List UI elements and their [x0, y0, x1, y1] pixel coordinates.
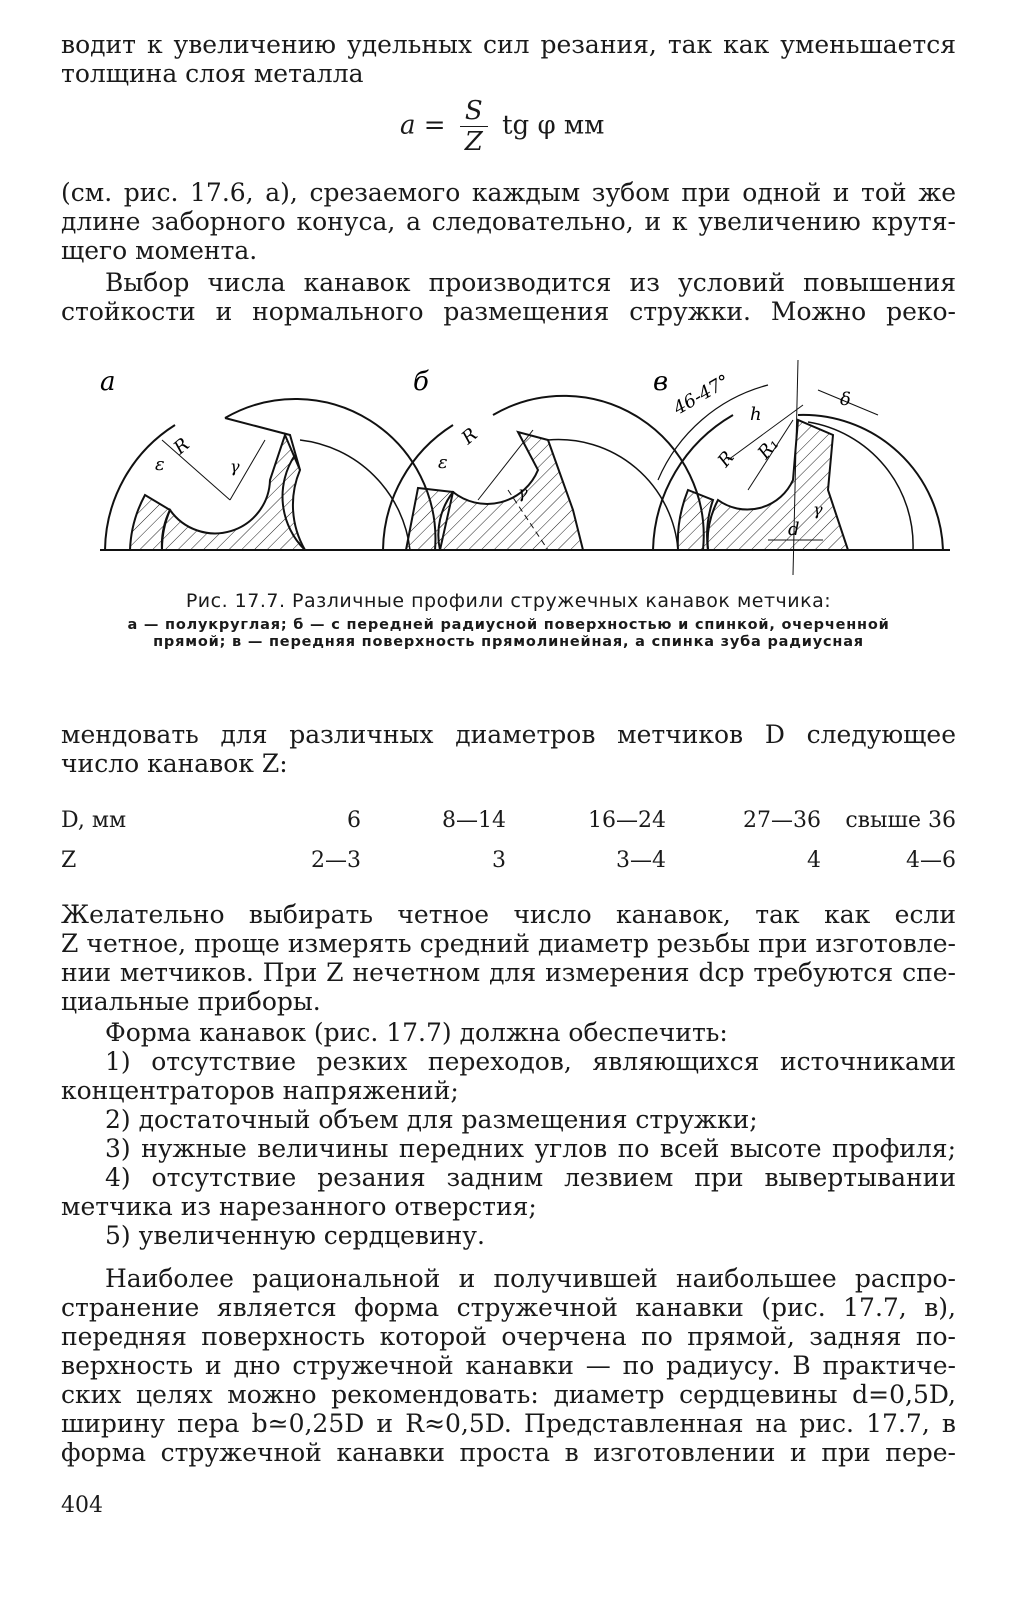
paragraph-5 — [61, 900, 956, 1016]
paragraph-2 — [61, 178, 956, 265]
text-line: толщина слоя металла — [61, 59, 364, 88]
formula-rhs: tg φ мм — [502, 110, 605, 141]
annot-eps: ε — [438, 452, 448, 473]
flute-count-table — [61, 800, 956, 880]
intro-paragraph — [61, 30, 956, 88]
text-line: стойкости и нормального размещения стружки. Можно реко- — [61, 297, 956, 326]
flute-profiles-figure — [100, 360, 950, 585]
annot-eps: ε — [155, 454, 165, 475]
annot-d: d — [788, 519, 800, 540]
annot-gamma: γ — [230, 457, 240, 476]
text-line: число канавок Z: — [61, 749, 288, 778]
thickness-formula — [400, 96, 604, 157]
text-line: щего момента. — [61, 236, 258, 265]
formula-lhs: a = — [400, 110, 446, 141]
table-cell: 6 — [347, 807, 361, 833]
text-line: Наиболее рациональной и получившей наибольшее распро- — [105, 1264, 956, 1293]
annot-R: R — [169, 434, 194, 459]
text-line: Z четное, проще измерять средний диаметр резьбы при изготовле- — [61, 929, 956, 958]
annot-gamma: γ — [813, 500, 823, 519]
text-line: циальные приборы. — [61, 987, 321, 1016]
table-cell: 8—14 — [442, 807, 506, 833]
table-cell: 4—6 — [906, 847, 956, 873]
list-item: 5) увеличенную сердцевину. — [105, 1221, 485, 1250]
text-line: метчика из нарезанного отверстия; — [61, 1192, 537, 1221]
formula-numerator: S — [464, 96, 483, 126]
text-line: Желательно выбирать четное число канавок, так как если — [61, 900, 956, 929]
table-cell: 2—3 — [311, 847, 361, 873]
annot-R: R — [713, 447, 739, 472]
text-line: ских целях можно рекомендовать: диаметр сердцевины d=0,5D, — [61, 1380, 956, 1409]
table-cell: D, мм — [61, 807, 127, 833]
caption-line: прямой; в — передняя поверхность прямолинейная, а спинка зуба радиусная — [153, 634, 864, 650]
list-item: 2) достаточный объем для размещения стружки; — [105, 1105, 758, 1134]
text-line: верхность и дно стружечной канавки — по радиусу. В практиче- — [61, 1351, 956, 1380]
table-cell: 27—36 — [743, 807, 821, 833]
figure-caption — [61, 590, 956, 651]
annot-gamma: γ — [518, 483, 528, 502]
caption-body — [61, 617, 956, 651]
text-line: Форма канавок (рис. 17.7) должна обеспечить: — [105, 1018, 728, 1047]
paragraph-4 — [61, 720, 956, 778]
table-cell: 3 — [492, 847, 506, 873]
figure-label-v: в — [653, 367, 669, 397]
list-item: 1) отсутствие резких переходов, являющихся источниками — [105, 1047, 956, 1076]
figure-label-a: а — [100, 367, 116, 397]
profile-v — [653, 360, 943, 575]
annot-R: R — [457, 424, 482, 449]
caption-title: Рис. 17.7. Различные профили стружечных канавок метчика: — [185, 590, 832, 612]
text-line: водит к увеличению удельных сил резания, так как уменьшается — [61, 30, 956, 59]
table-row — [61, 800, 956, 840]
figure-label-b: б — [413, 367, 429, 397]
text-line: передняя поверхность которой очерчена по прямой, задняя по- — [61, 1322, 956, 1351]
page-number: 404 — [61, 1493, 103, 1518]
formula-denominator: Z — [464, 127, 483, 157]
table-cell: 4 — [807, 847, 821, 873]
table-row — [61, 840, 956, 880]
text-line: нии метчиков. При Z нечетном для измерения dср требуются спе- — [61, 958, 956, 987]
text-line: длине заборного конуса, а следовательно, и к увеличению крутя- — [61, 207, 956, 236]
table-cell: Z — [61, 847, 77, 873]
text-line: странение является форма стружечной канавки (рис. 17.7, в), — [61, 1293, 956, 1322]
annot-R1: R₁ — [753, 433, 784, 464]
text-line: мендовать для различных диаметров метчиков D следующее — [61, 720, 956, 749]
formula-fraction — [460, 96, 488, 157]
table-cell: свыше 36 — [845, 807, 956, 833]
text-line: (см. рис. 17.6, а), срезаемого каждым зубом при одной и той же — [61, 178, 956, 207]
text-line: форма стружечной канавки проста в изготовлении и при пере- — [61, 1438, 956, 1467]
text-line: ширину пера b≃0,25D и R≈0,5D. Представленная на рис. 17.7, в — [61, 1409, 956, 1438]
table-cell: 3—4 — [616, 847, 666, 873]
annot-angle: 46-47° — [670, 370, 734, 420]
annot-delta: δ — [840, 389, 851, 410]
annot-h: h — [750, 404, 762, 425]
paragraph-3 — [61, 268, 956, 326]
paragraph-7 — [61, 1264, 956, 1467]
table-cell: 16—24 — [588, 807, 666, 833]
text-line: Выбор числа канавок производится из условий повышения — [105, 268, 956, 297]
list-item: 4) отсутствие резания задним лезвием при вывертывании — [105, 1163, 956, 1192]
list-item: 3) нужные величины передних углов по всей высоте профиля; — [105, 1134, 956, 1163]
caption-line: а — полукруглая; б — с передней радиусной поверхностью и спинкой, очерченной — [127, 617, 890, 633]
paragraph-6 — [61, 1018, 956, 1250]
text-line: концентраторов напряжений; — [61, 1076, 459, 1105]
